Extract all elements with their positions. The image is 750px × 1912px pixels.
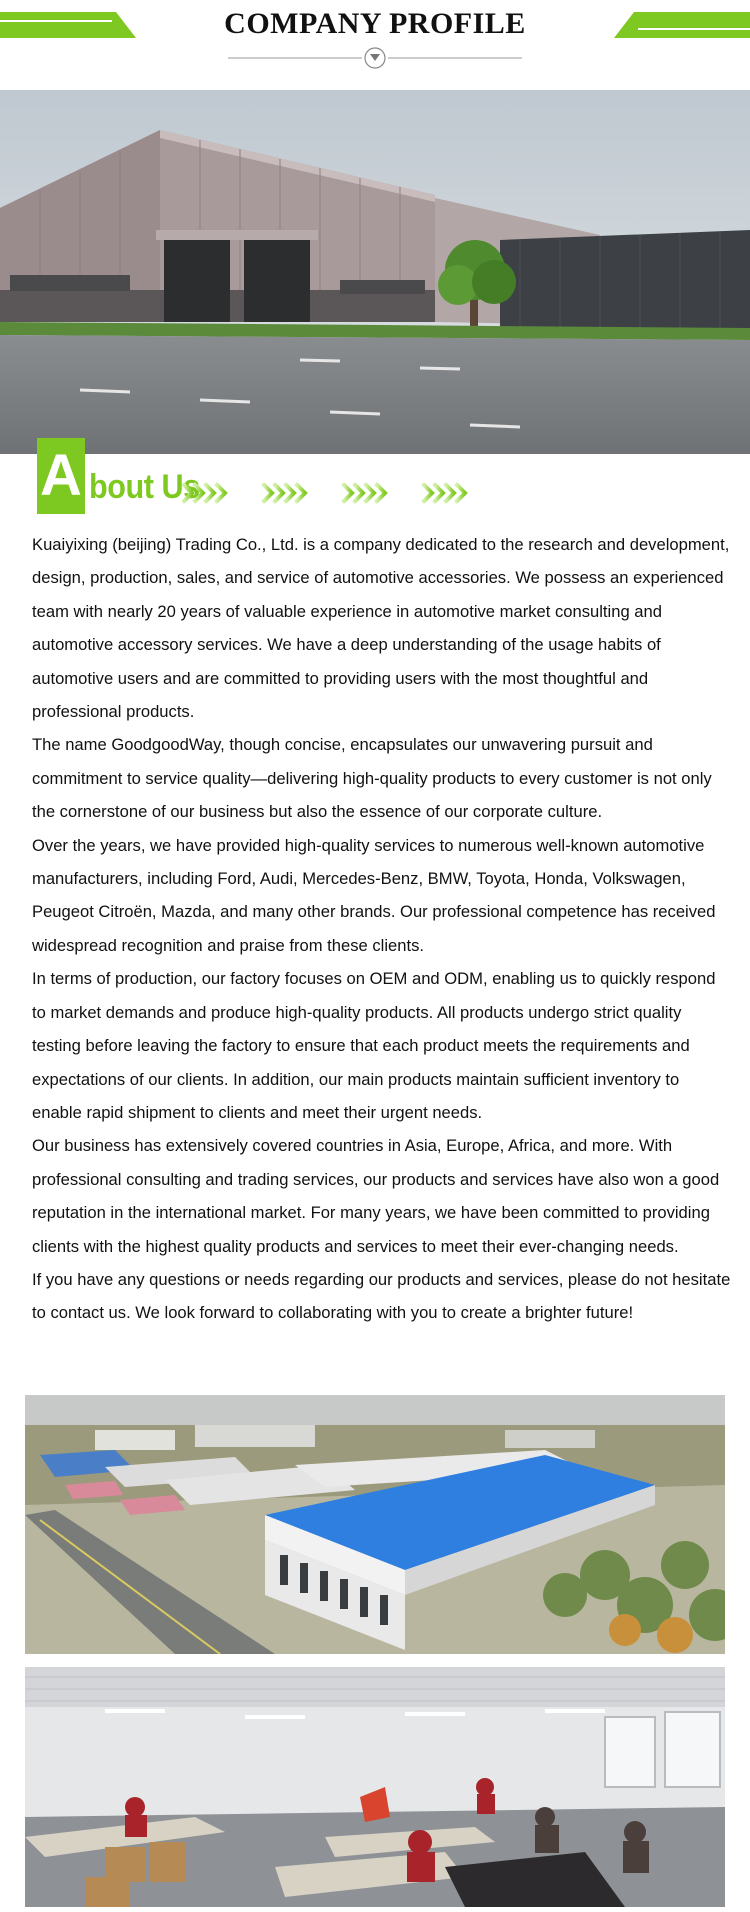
page-title: COMPANY PROFILE [224,7,526,40]
about-paragraph: Our business has extensively covered countries in Asia, Europe, Africa, and more. With professional consulting and trading services, our products and services have also won a good reputation in the international market. For many years, we have been committed to providing clients with the highest quality products and services to meet their ever-changing needs. [32,1136,720,1256]
right-green-stripe [614,12,750,38]
about-heading-text: bout Us [89,468,200,506]
about-paragraph: The name GoodgoodWay, though concise, encapsulates our unwavering pursuit and commitment to service quality—delivering high-quality products to every customer is not only the cornerstone of our business but also the essence of our corporate culture. [32,735,712,822]
page-header [0,0,750,90]
factory-aerial-photo [25,1395,725,1654]
about-paragraph: If you have any questions or needs regarding our products and services, please do not hesitate to contact us. We look forward to collaborating with you to create a brighter future! [32,1269,731,1323]
sewing-workshop-photo [25,1667,725,1907]
title-divider [228,46,522,70]
chevron-arrows-icon [182,482,522,504]
about-body-text [32,528,732,1330]
factory-exterior-photo [0,90,750,454]
about-paragraph: Over the years, we have provided high-quality services to numerous well-known automotive manufacturers, including Ford, Audi, Mercedes-Benz, BMW, Toyota, Honda, Volkswagen, Peugeot Citroën, Mazda, and many other brands. Our professional competence has received widespread recognition and praise from these clients. [32,835,716,955]
about-paragraph: Kuaiyixing (beijing) Trading Co., Ltd. is a company dedicated to the research and development, design, production, sales, and service of automotive accessories. We possess an experienced team with nearly 20 years of valuable experience in automotive market consulting and automotive accessory services. We have a deep understanding of the usage habits of automotive users and are committed to providing users with the most thoughtful and professional products. [32,535,730,722]
about-heading-capital: A [37,438,85,514]
about-paragraph: In terms of production, our factory focuses on OEM and ODM, enabling us to quickly respond to market demands and produce high-quality products. All products undergo strict quality testing before leaving the factory to ensure that each product meets the requirements and expectations of our clients. In addition, our main products maintain sufficient inventory to enable rapid shipment to clients and meet their urgent needs. [32,969,716,1122]
